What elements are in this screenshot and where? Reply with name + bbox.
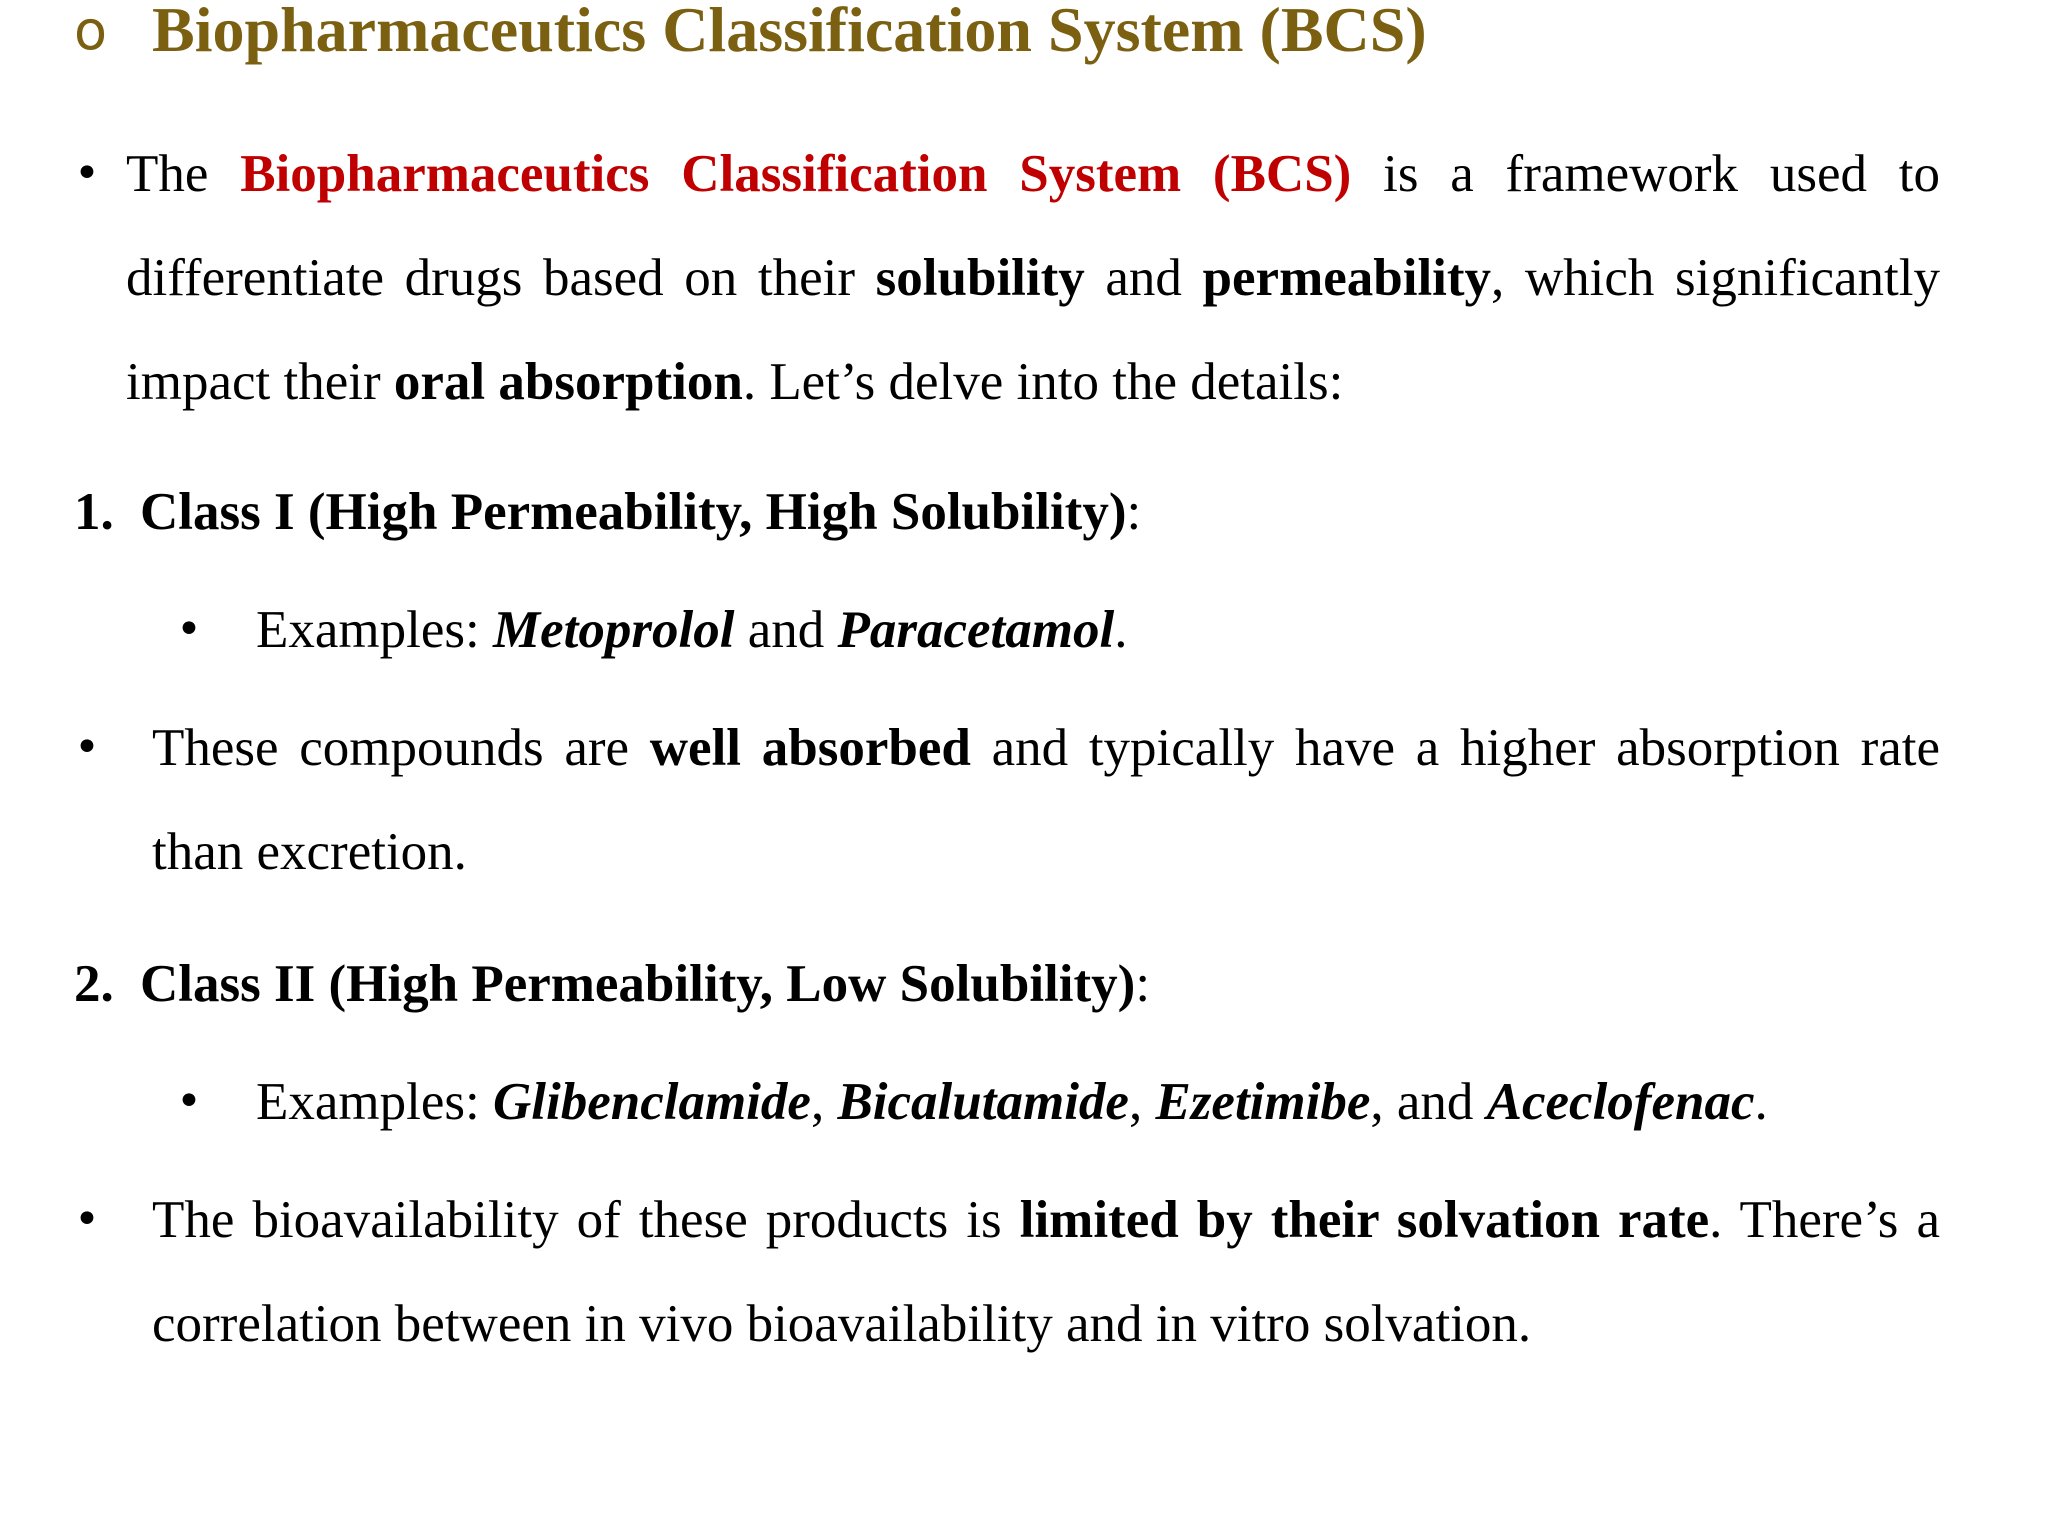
drug-ezetimibe: Ezetimibe [1155,1073,1371,1131]
intro-solubility: solubility [875,249,1085,307]
intro-text-1: The [126,145,241,203]
class1-examples-bullet-icon: • [176,604,202,655]
class2-examples-bullet-icon: • [176,1076,202,1127]
slide-title [74,0,1427,70]
class2-number: 2. [74,955,114,1013]
class2-examples-lead: Examples: [256,1073,493,1131]
class2-note [152,1168,1940,1376]
drug-aceclofenac: Aceclofenac [1486,1073,1755,1131]
class2-examples [256,1050,1768,1154]
class2-heading-text: Class II (High Permeability, Low Solubility) [140,955,1136,1013]
class1-heading [140,460,1141,564]
drug-paracetamol: Paracetamol [837,601,1115,659]
drug-bicalutamide: Bicalutamide [837,1073,1129,1131]
intro-oral-absorption: oral absorption [393,353,743,411]
class1-note-text-1: These compounds are [152,719,650,777]
class2-note-limited: limited by their solvation rate [1019,1191,1710,1249]
title-bullet-icon: o [74,0,108,62]
intro-paragraph [126,122,1940,434]
class2-heading-colon: : [1135,955,1151,1013]
class1-heading-text: Class I (High Permeability, High Solubility) [140,483,1127,541]
class2-heading [140,932,1150,1036]
class2-note-text-1: The bioavailability of these products is [152,1191,1020,1249]
intro-permeability: permeability [1202,249,1492,307]
class1-number: 1. [74,483,114,541]
class1-examples-and: and [734,601,838,659]
class1-note [152,696,1940,904]
class1-examples [256,578,1127,682]
class1-heading-colon: : [1126,483,1142,541]
class2-note-bullet-icon: • [74,1194,100,1245]
class1-note-text-2: and typically have a higher absorption rate than excretion. [152,719,1940,881]
intro-bcs-highlight: Biopharmaceutics Classification System (BCS) [240,145,1352,203]
drug-glibenclamide: Glibenclamide [492,1073,811,1131]
intro-text-2: is a framework used to differentiate drugs based on their [126,145,1940,307]
intro-text-4: , which significantly impact their [126,249,1940,411]
class1-examples-lead: Examples: [256,601,493,659]
intro-text-3: and [1084,249,1203,307]
class2-examples-end: . [1754,1073,1768,1131]
class2-examples-comma-1: , [810,1073,838,1131]
class1-examples-end: . [1114,601,1128,659]
class2-note-text-2: . There’s a correlation between in vivo bioavailability and in vitro solvation. [152,1191,1940,1353]
class2-examples-comma-2: , [1128,1073,1156,1131]
intro-text-5: . Let’s delve into the details: [742,353,1344,411]
class1-note-bullet-icon: • [74,722,100,773]
class1-note-well-absorbed: well absorbed [649,719,971,777]
intro-bullet-icon: • [74,148,100,199]
class2-examples-comma-3: , and [1370,1073,1487,1131]
drug-metoprolol: Metoprolol [492,601,735,659]
title-text: Biopharmaceutics Classification System (BCS) [152,0,1427,65]
